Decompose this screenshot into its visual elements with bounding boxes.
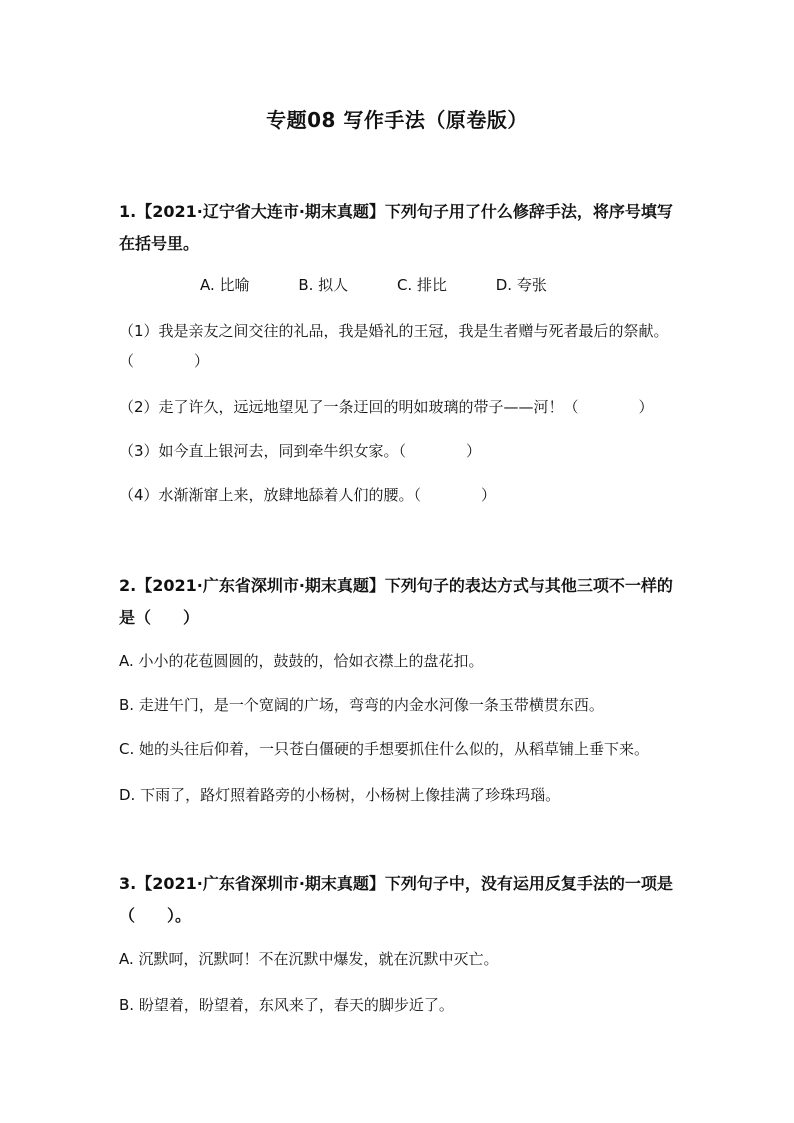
question-1-item-4: （4）水渐渐窜上来，放肆地舔着人们的腰。（ ） <box>119 486 497 504</box>
question-1-stem: 1.【2021·辽宁省大连市·期末真题】下列句子用了什么修辞手法，将序号填写在括号里。 <box>119 202 673 253</box>
question-1-item-2: （2）走了许久，远远地望见了一条迂回的明如玻璃的带子——河！（ ） <box>119 398 654 416</box>
option-a: A. 比喻 <box>200 276 250 294</box>
option-d: D. 夸张 <box>495 276 547 294</box>
question-2-stem: 2.【2021·广东省深圳市·期末真题】下列句子的表达方式与其他三项不一样的是（ ） <box>119 576 673 627</box>
option-b: B. 拟人 <box>298 276 349 294</box>
question-2-choice-a: A. 小小的花苞圆圆的，鼓鼓的，恰如衣襟上的盘花扣。 <box>119 652 484 670</box>
question-2-choice-c: C. 她的头往后仰着，一只苍白僵硬的手想要抓住什么似的，从稻草铺上垂下来。 <box>119 740 650 758</box>
question-2-choice-b: B. 走进午门，是一个宽阔的广场，弯弯的内金水河像一条玉带横贯东西。 <box>119 696 604 714</box>
document-title: 专题08 写作手法（原卷版） <box>266 108 528 132</box>
question-3-choice-a: A. 沉默呵，沉默呵！不在沉默中爆发，就在沉默中灭亡。 <box>119 950 499 968</box>
question-1-item-3: （3）如今直上银河去，同到牵牛织女家。（ ） <box>119 442 482 460</box>
option-c: C. 排比 <box>396 276 447 294</box>
question-1-options <box>200 274 591 295</box>
question-3-stem: 3.【2021·广东省深圳市·期末真题】下列句子中，没有运用反复手法的一项是（ ）。 <box>119 874 673 925</box>
question-2-choice-d: D. 下雨了，路灯照着路旁的小杨树，小杨树上像挂满了珍珠玛瑙。 <box>119 786 561 804</box>
question-1-item-1: （1）我是亲友之间交往的礼品，我是婚礼的王冠，我是生者赠与死者最后的祭献。（ ） <box>119 322 669 370</box>
question-3-choice-b: B. 盼望着，盼望着，东风来了，春天的脚步近了。 <box>119 996 454 1014</box>
